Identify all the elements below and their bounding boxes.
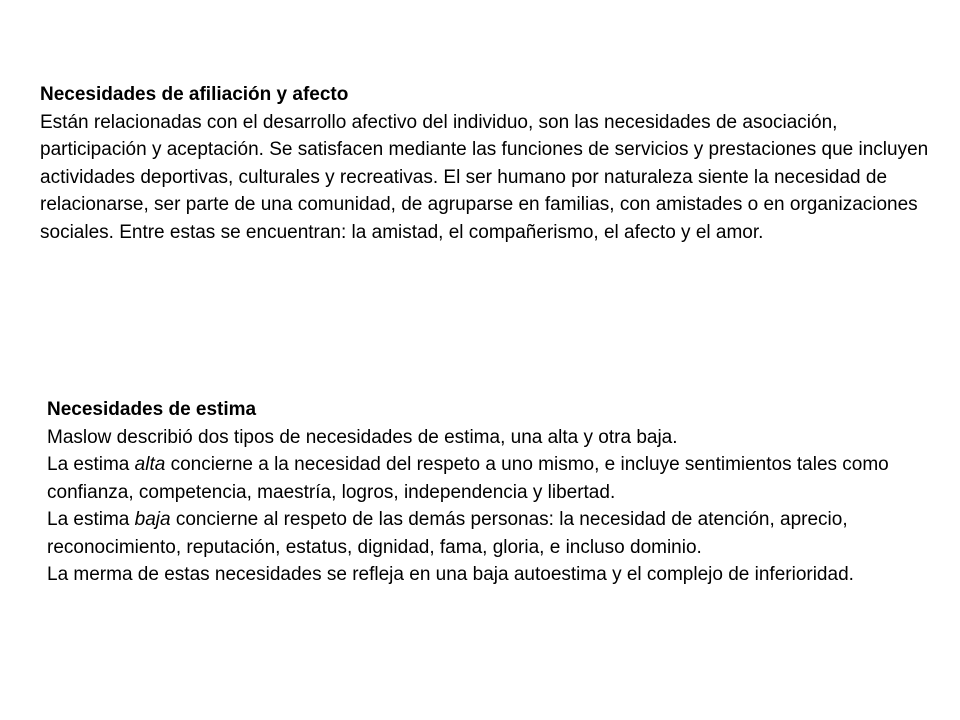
affiliation-heading: Necesidades de afiliación y afecto (40, 84, 349, 105)
esteem-high-prefix: La estima (47, 454, 135, 475)
esteem-consequence: La merma de estas necesidades se refleja en una baja autoestima y el complejo de inferioridad. (47, 564, 854, 585)
esteem-heading: Necesidades de estima (47, 399, 257, 420)
esteem-high-word: alta (134, 454, 166, 475)
esteem-low-word: baja (134, 509, 171, 530)
esteem-intro: Maslow describió dos tipos de necesidades de estima, una alta y otra baja. (47, 426, 678, 448)
affiliation-section (40, 81, 930, 246)
esteem-section (47, 396, 927, 589)
esteem-low-prefix: La estima (47, 509, 135, 530)
esteem-low-paragraph (47, 506, 927, 561)
esteem-high-paragraph (47, 451, 927, 506)
esteem-low-rest: concierne al respeto de las demás personas: la necesidad de atención, aprecio, reconocimiento, reputación, estatus, dignidad, fama, gloria, e incluso dominio. (47, 509, 848, 558)
affiliation-body: Están relacionadas con el desarrollo afectivo del individuo, son las necesidades de asociación, participación y aceptación. Se satisfacen mediante las funciones de servicios y prestaciones que incluyen actividades deportivas, culturales y recreativas. El ser humano por naturaleza siente la necesidad de relacionarse, ser parte de una comunidad, de agruparse en familias, con amistades o en organizaciones sociales. Entre estas se encuentran: la amistad, el compañerismo, el afecto y el amor. (40, 111, 929, 243)
esteem-high-rest: concierne a la necesidad del respeto a uno mismo, e incluye sentimientos tales como confianza, competencia, maestría, logros, independencia y libertad. (47, 454, 889, 503)
